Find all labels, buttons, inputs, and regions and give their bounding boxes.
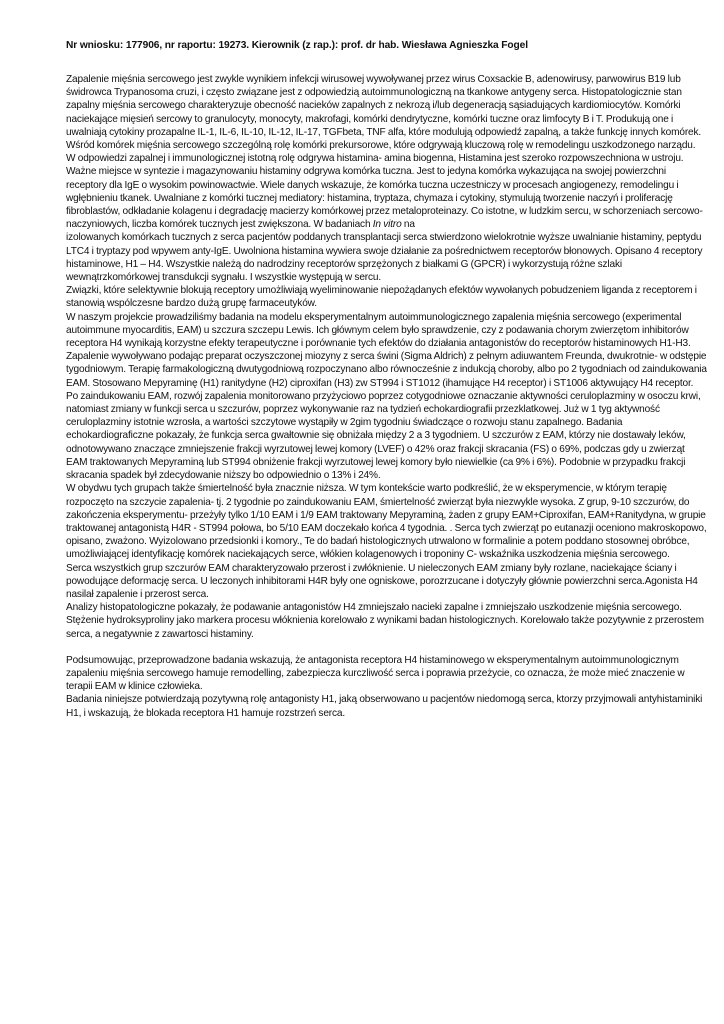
paragraph-conclusion: Badania niniejsze potwierdzają pozytywną rolę antagonisty H1, jaką obserwowano u pacjentów niedomogą serca, ktorzy przyjmowali antyhistaminiki H1, i wskazują, że blokada receptora H1 hamuje rozstrzeń serca.: [66, 694, 703, 719]
paragraph-mortality: W obydwu tych grupach także śmiertelność była znacznie niższa. W tym kontekście warto podkreślić, że w eksperymencie, w którym terapię rozpoczęto na szczycie zapalenia- tj. 2 tygodnie po zaindukowaniu EAM, śmiertelność zwierząt była niezwykle wysoka. Z grup, 9-10 szczurów, do zakończenia eksperymentu- przeżyły tylko 1/10 EAM i 1/9 EAM traktowany Mepyraminą, żaden z grupy EAM+Ciproxifan, EAM+Ranitydyna, w grupie traktowanej antagonistą H4R - ST994 połowa, bo 5/10 EAM doczekało końca 4 tygodnia. . Serca tych zwierząt po eutanazji oceniono makroskopowo, opisano, zważono. Wyizolowano przedsionki i komory., Te do badań histologicznych utrwalono w formalinie a potem poddano stosownej obróbce, umożliwiającej identyfikację komórek naciekających serce, włókien kolagenowych i troponiny C- wskaźnika uszkodzenia mięśnia sercowego.: [66, 483, 707, 561]
paragraph-histamine: [66, 152, 708, 231]
paragraph-blockers: Związki, które selektywnie blokują receptory umożliwiają wyeliminowanie niepożądanych efektów wywołanych pobudzeniem liganda z receptorem i stanowią wspólczesne bardzo dużą grupę farmaceutyków.: [66, 285, 697, 310]
report-body: [66, 73, 708, 720]
paragraph-histopathology: Analizy histopatologiczne pokazały, że podawanie antagonistów H4 zmniejszało nacieki zapalne i zmniejszało uszkodzenie mięśnia sercowego. Stężenie hydroksyproliny jako markera procesu włóknienia korelowało z wynikami badan histologicznych. Korelowało także pozytywnie z przerostem serca, a negatywnie z zawartosci histaminy.: [66, 602, 704, 640]
paragraph-hearts: Serca wszystkich grup szczurów EAM charakteryzowało przerost i zwłóknienie. U nieleczonych EAM zmiany były rozlane, naciekające ściany i powodujące deformację serca. U leczonych inhibitorami H4R były one ogniskowe, porozrzucane i dotyczyły głównie powierzchni serca.Agonista H4 nasilał zapalenie i przerost serca.: [66, 562, 698, 600]
paragraph-summary: Podsumowując, przeprowadzone badania wskazują, że antagonista receptora H4 histaminowego w eksperymentalnym autoimmunologicznym zapaleniu mięśnia sercowego hamuje remodelling, zabezpiecza kurczliwość serca i poprawia przeżycie, co oznacza, że może mieć znaczenie w terapii EAM w klinice człowieka.: [66, 654, 685, 693]
paragraph-methods: Zapalenie wywoływano podając preparat oczyszczonej miozyny z serca świni (Sigma Aldrich) z pełnym adiuwantem Freunda, dwukrotnie- w odstępie tygodniowym. Terapię farmakologiczną dwutygodniową rozpoczynano albo równocześnie z indukcją choroby, albo po 2 tygodniach od zaindukowania EAM. Stosowano Mepyraminę (H1) ranitydyne (H2) ciproxifan (H3) zw ST994 i ST1012 (ihamujące H4 receptor) i ST1006 aktywujący H4 receptor.: [66, 351, 707, 389]
paragraph-histamine-text: W odpowiedzi zapalnej i immunologicznej istotną rolę odgrywa histamina- amina biogenna, Histamina jest szeroko rozpowszechniona w ustroju. Ważne miejsce w syntezie i magazynowaniu histaminy odgrywa komórka tuczna. Jest to jedyna komórka wykazująca na swojej powierzchni receptory dla IgE o wysokim powinowactwie. Wiele danych wskazuje, że komórka tuczna uczestniczy w procesach angiogenezy, remodelingu i wgłębnieniu tkanek. Uwalniane z komórki tucznej mediatory: histamina, tryptaza, chymaza i cytokiny, stymulują tworzenie naczyń i proliferację fibroblastów, odkładanie kolagenu i degradację macierzy komórkowej przez metaloproteinazy. Co istotne, w ludzkim sercu, w schorzeniach sercowo-naczyniowych, liczba komórek tucznych jest zwiększona. W badaniach: [66, 153, 703, 231]
paragraph-monitoring: Po zaindukowaniu EAM, rozwój zapalenia monitorowano przyżyciowo poprzez cotygodniowe oznaczanie aktywności ceruloplazminy w osoczu krwi, natomiast zmiany w funkcji serca u szczurów, poprzez wykonywanie raz na tydzień echokardiografii przezklatkowej. Już w 1 tyg aktywność ceruloplazminy istotnie wzrosła, a wartości szczytowe wystąpiły w 2gim tygodniu świadczące o rozwoju stanu zapalnego. Badania echokardiograficzne pokazały, że funkcja serca gwałtownie się obniżała między 2 a 3 tygodniem. U szczurów z EAM, którzy nie dostawały leków, odnotowywano znaczące zmniejszenie frakcji wyrzutowej lewej komory (LVEF) o 42% oraz frakcji skracania (FS) o 69%, podczas gdy u zwierząt EAM traktowanych Mepyraminą lub ST994 obniżenie frakcji wyrzutowej lewej komory było niewielkie (ca 9% i 6%). Podobnie w przypadku frakcji skracania spadek był zdecydowanie niższy bo odpowiednio o 13% i 24%.: [66, 390, 701, 482]
report-header: Nr wniosku: 177906, nr raportu: 19273. Kierownik (z rap.): prof. dr hab. Wiesława Agnieszka Fogel: [66, 40, 528, 51]
paragraph-histamine-tail: na: [401, 219, 415, 231]
italic-in-vitro: In vitro: [372, 219, 402, 231]
paragraph-receptors: izolowanych komórkach tucznych z serca pacjentów poddanych transplantacji serca stwierdzono wielokrotnie wyższe uwalnianie histaminy, peptydu LTC4 i tryptazy pod wpywem anty-IgE. Uwolniona histamina wywiera swoje działanie za pośrednictwem receptorów błonowych. Opisano 4 receptory histaminowe, H1 – H4. Wszystkie należą do nadrodziny receptorów sprzężonych z białkami G (GPCR) i wykorzystują różne szlaki wewnątrzkomórkowej transdukcji sygnału. I wszystkie występują w sercu.: [66, 232, 703, 284]
paragraph-project: W naszym projekcie prowadziliśmy badania na modelu eksperymentalnym autoimmunologicznego zapalenia mięśnia sercowego (experimental autoimmune myocarditis, EAM) u szczura szczepu Lewis. Ich głównym celem było sprawdzenie, czy z podawania chorym zwierzętom inhibitorów receptora H4 wynikają korzystne efekty terapeutyczne i porównanie tych efektów do działania antagonistów do receptorów histaminowych H1-H3.: [66, 311, 691, 350]
paragraph-gap: [66, 641, 708, 654]
paragraph-intro: Zapalenie mięśnia sercowego jest zwykle wynikiem infekcji wirusowej wywoływanej przez wirus Coxsackie B, adenowirusy, parwowirus B19 lub świdrowca Trypanosoma cruzi, i często związane jest z odpowiedzią autoimmunologiczną na tkankowe antygeny serca. Histopatologicznie stan zapalny mięśnia sercowego charakteryzuje obecność nacieków zapalnych z nekrozą i/lub degeneracją sąsiadujących kardiomiocytów. Komórki naciekające mięsień sercowy to granulocyty, monocyty, makrofagi, komórki dendrytyczne, komórki tuczne oraz limfocyty B i T. Produkują one i uwalniają cytokiny prozapalne IL-1, IL-6, IL-10, IL-12, IL-17, TGFbeta, TNF alfa, które modulują odpowiedź zapalną, a także funkcję innych komórek. Wśród komórek mięśnia sercowego szczególną rolę komórki prekursorowe, które odgrywają kluczową rolę w remodelingu uszkodzonego narządu.: [66, 74, 702, 152]
